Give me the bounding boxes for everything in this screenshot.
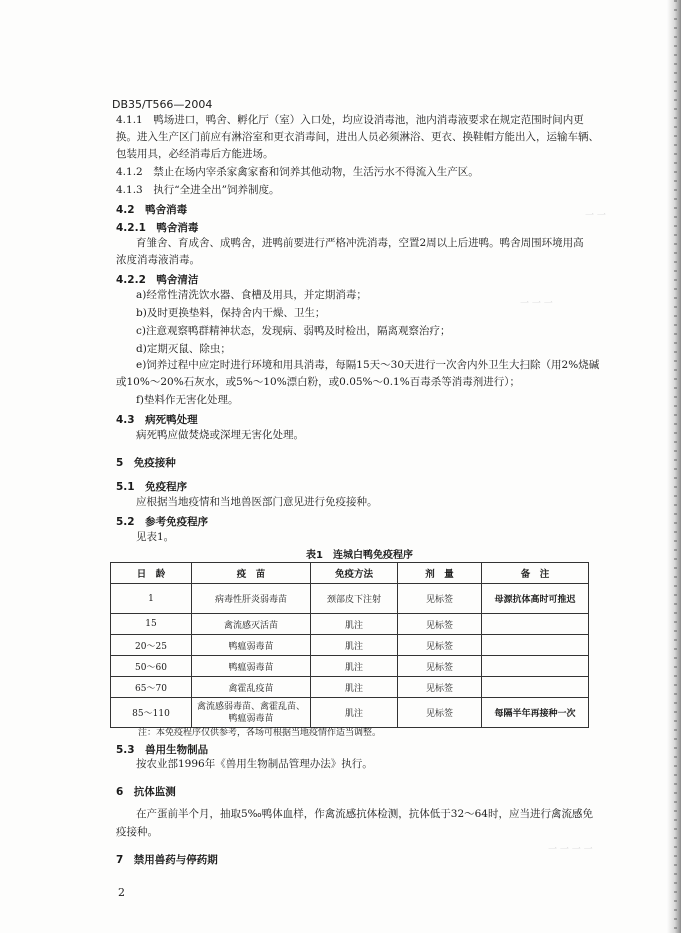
header-age: 日 龄 [111, 563, 192, 584]
list-item-e-line2: 或10%～20%石灰水，或5%～10%漂白粉，或0.05%～0.1%百毒杀等消毒剂进行）； [116, 376, 520, 388]
table-row [111, 656, 589, 677]
page-number: 2 [118, 886, 125, 899]
cell-remarks [482, 614, 589, 635]
para-4-3: 病死鸭应做焚烧或深埋无害化处理。 [136, 429, 304, 441]
header-method: 免疫方法 [311, 563, 398, 584]
cell-remarks [482, 656, 589, 677]
para-6-line1: 在产蛋前半个月，抽取5‰鸭体血样，作禽流感抗体检测，抗体低于32～64时，应当进行禽流感免 [136, 808, 593, 820]
cell-dose: 见标签 [398, 614, 482, 635]
cell-age: 65～70 [111, 677, 192, 698]
cell-remarks: 每隔半年再接种一次 [482, 698, 589, 728]
cell-age: 15 [111, 614, 192, 635]
cell-vaccine: 禽流感弱毒苗、禽霍乱苗、鸭瘟弱毒苗 [192, 698, 311, 728]
table-row [111, 584, 589, 614]
bleed-through-mark: 一 一 [585, 211, 606, 221]
heading-4-2-2: 4.2.2 鸭舍清洁 [116, 274, 199, 286]
table-row [111, 635, 589, 656]
scan-edge-marks [674, 0, 677, 933]
heading-4-2: 4.2 鸭舍消毒 [116, 204, 188, 216]
cell-age: 20～25 [111, 635, 192, 656]
para-6-line2: 疫接种。 [116, 826, 158, 838]
heading-7: 7 禁用兽药与停药期 [116, 854, 218, 866]
list-item-b: b)及时更换垫料，保持舍内干燥、卫生； [136, 307, 326, 319]
table-row [111, 698, 589, 728]
table-row [111, 677, 589, 698]
list-item-a: a)经常性清洗饮水器、食槽及用具，并定期消毒； [136, 289, 367, 301]
table-note: 注：本免疫程序仅供参考，各场可根据当地疫情作适当调整。 [138, 728, 382, 738]
cell-remarks [482, 677, 589, 698]
para-4-2-1-line2: 浓度消毒液消毒。 [116, 254, 200, 266]
para-4-1-1-line2: 换。进入生产区门前应有淋浴室和更衣消毒间，进出人员必须淋浴、更衣、换鞋帽方能出入，运输车辆、 [116, 131, 599, 143]
header-dose: 剂 量 [398, 563, 482, 584]
cell-method: 肌注 [311, 656, 398, 677]
bleed-through-mark: 一 一 一 [520, 299, 553, 309]
list-item-e-line1: e)饲养过程中应定时进行环境和用具消毒，每隔15天～30天进行一次舍内外卫生大扫除（用2%烧碱 [136, 359, 600, 371]
cell-method: 颈部皮下注射 [311, 584, 398, 614]
heading-4-2-1: 4.2.1 鸭舍消毒 [116, 222, 199, 234]
cell-method: 肌注 [311, 635, 398, 656]
cell-vaccine: 鸭瘟弱毒苗 [192, 656, 311, 677]
immunization-table [110, 562, 589, 728]
cell-age: 85～110 [111, 698, 192, 728]
cell-remarks [482, 635, 589, 656]
header-vaccine: 疫 苗 [192, 563, 311, 584]
heading-6: 6 抗体监测 [116, 786, 176, 798]
cell-dose: 见标签 [398, 584, 482, 614]
header-remarks: 备 注 [482, 563, 589, 584]
cell-vaccine: 禽流感灭活苗 [192, 614, 311, 635]
document-id: DB35/T566—2004 [112, 98, 213, 111]
cell-remarks: 母源抗体高时可推迟 [482, 584, 589, 614]
list-item-c: c)注意观察鸭群精神状态，发现病、弱鸭及时检出，隔离观察治疗； [136, 325, 451, 337]
heading-5-1: 5.1 免疫程序 [116, 481, 188, 493]
bleed-through-mark: 一 一 一 一 [548, 845, 593, 855]
cell-age: 50～60 [111, 656, 192, 677]
cell-vaccine: 病毒性肝炎弱毒苗 [192, 584, 311, 614]
para-4-2-1-line1: 育雏舍、育成舍、成鸭舍，进鸭前要进行严格冲洗消毒，空置2周以上后进鸭。鸭舍周围环境用高 [136, 237, 584, 249]
para-4-1-1-line1: 4.1.1 鸭场进口，鸭舍、孵化厅（室）入口处，均应设消毒池，池内消毒液要求在规定范围时间内更 [116, 114, 584, 126]
para-4-1-1-line3: 包装用具，必经消毒后方能进场。 [116, 148, 274, 160]
table-caption: 表1 连城白鸭免疫程序 [306, 550, 413, 561]
heading-5: 5 免疫接种 [116, 457, 176, 469]
cell-age: 1 [111, 584, 192, 614]
cell-method: 肌注 [311, 614, 398, 635]
para-4-1-2: 4.1.2 禁止在场内宰杀家禽家畜和饲养其他动物，生活污水不得流入生产区。 [116, 166, 479, 178]
para-5-3: 按农业部1996年《兽用生物制品管理办法》执行。 [136, 758, 373, 770]
cell-dose: 见标签 [398, 677, 482, 698]
cell-dose: 见标签 [398, 656, 482, 677]
heading-4-3: 4.3 病死鸭处理 [116, 414, 198, 426]
cell-vaccine: 鸭瘟弱毒苗 [192, 635, 311, 656]
cell-method: 肌注 [311, 698, 398, 728]
heading-5-3: 5.3 兽用生物制品 [116, 744, 209, 756]
list-item-d: d)定期灭鼠、除虫； [136, 343, 231, 355]
cell-dose: 见标签 [398, 635, 482, 656]
cell-vaccine: 禽霍乱疫苗 [192, 677, 311, 698]
table-row [111, 614, 589, 635]
table-header-row [111, 563, 589, 584]
cell-method: 肌注 [311, 677, 398, 698]
cell-dose: 见标签 [398, 698, 482, 728]
heading-5-2: 5.2 参考免疫程序 [116, 516, 209, 528]
para-5-2: 见表1。 [136, 531, 175, 543]
list-item-f: f)垫料作无害化处理。 [136, 394, 239, 406]
para-5-1: 应根据当地疫情和当地兽医部门意见进行免疫接种。 [136, 496, 378, 508]
para-4-1-3: 4.1.3 执行“全进全出”饲养制度。 [116, 184, 280, 196]
